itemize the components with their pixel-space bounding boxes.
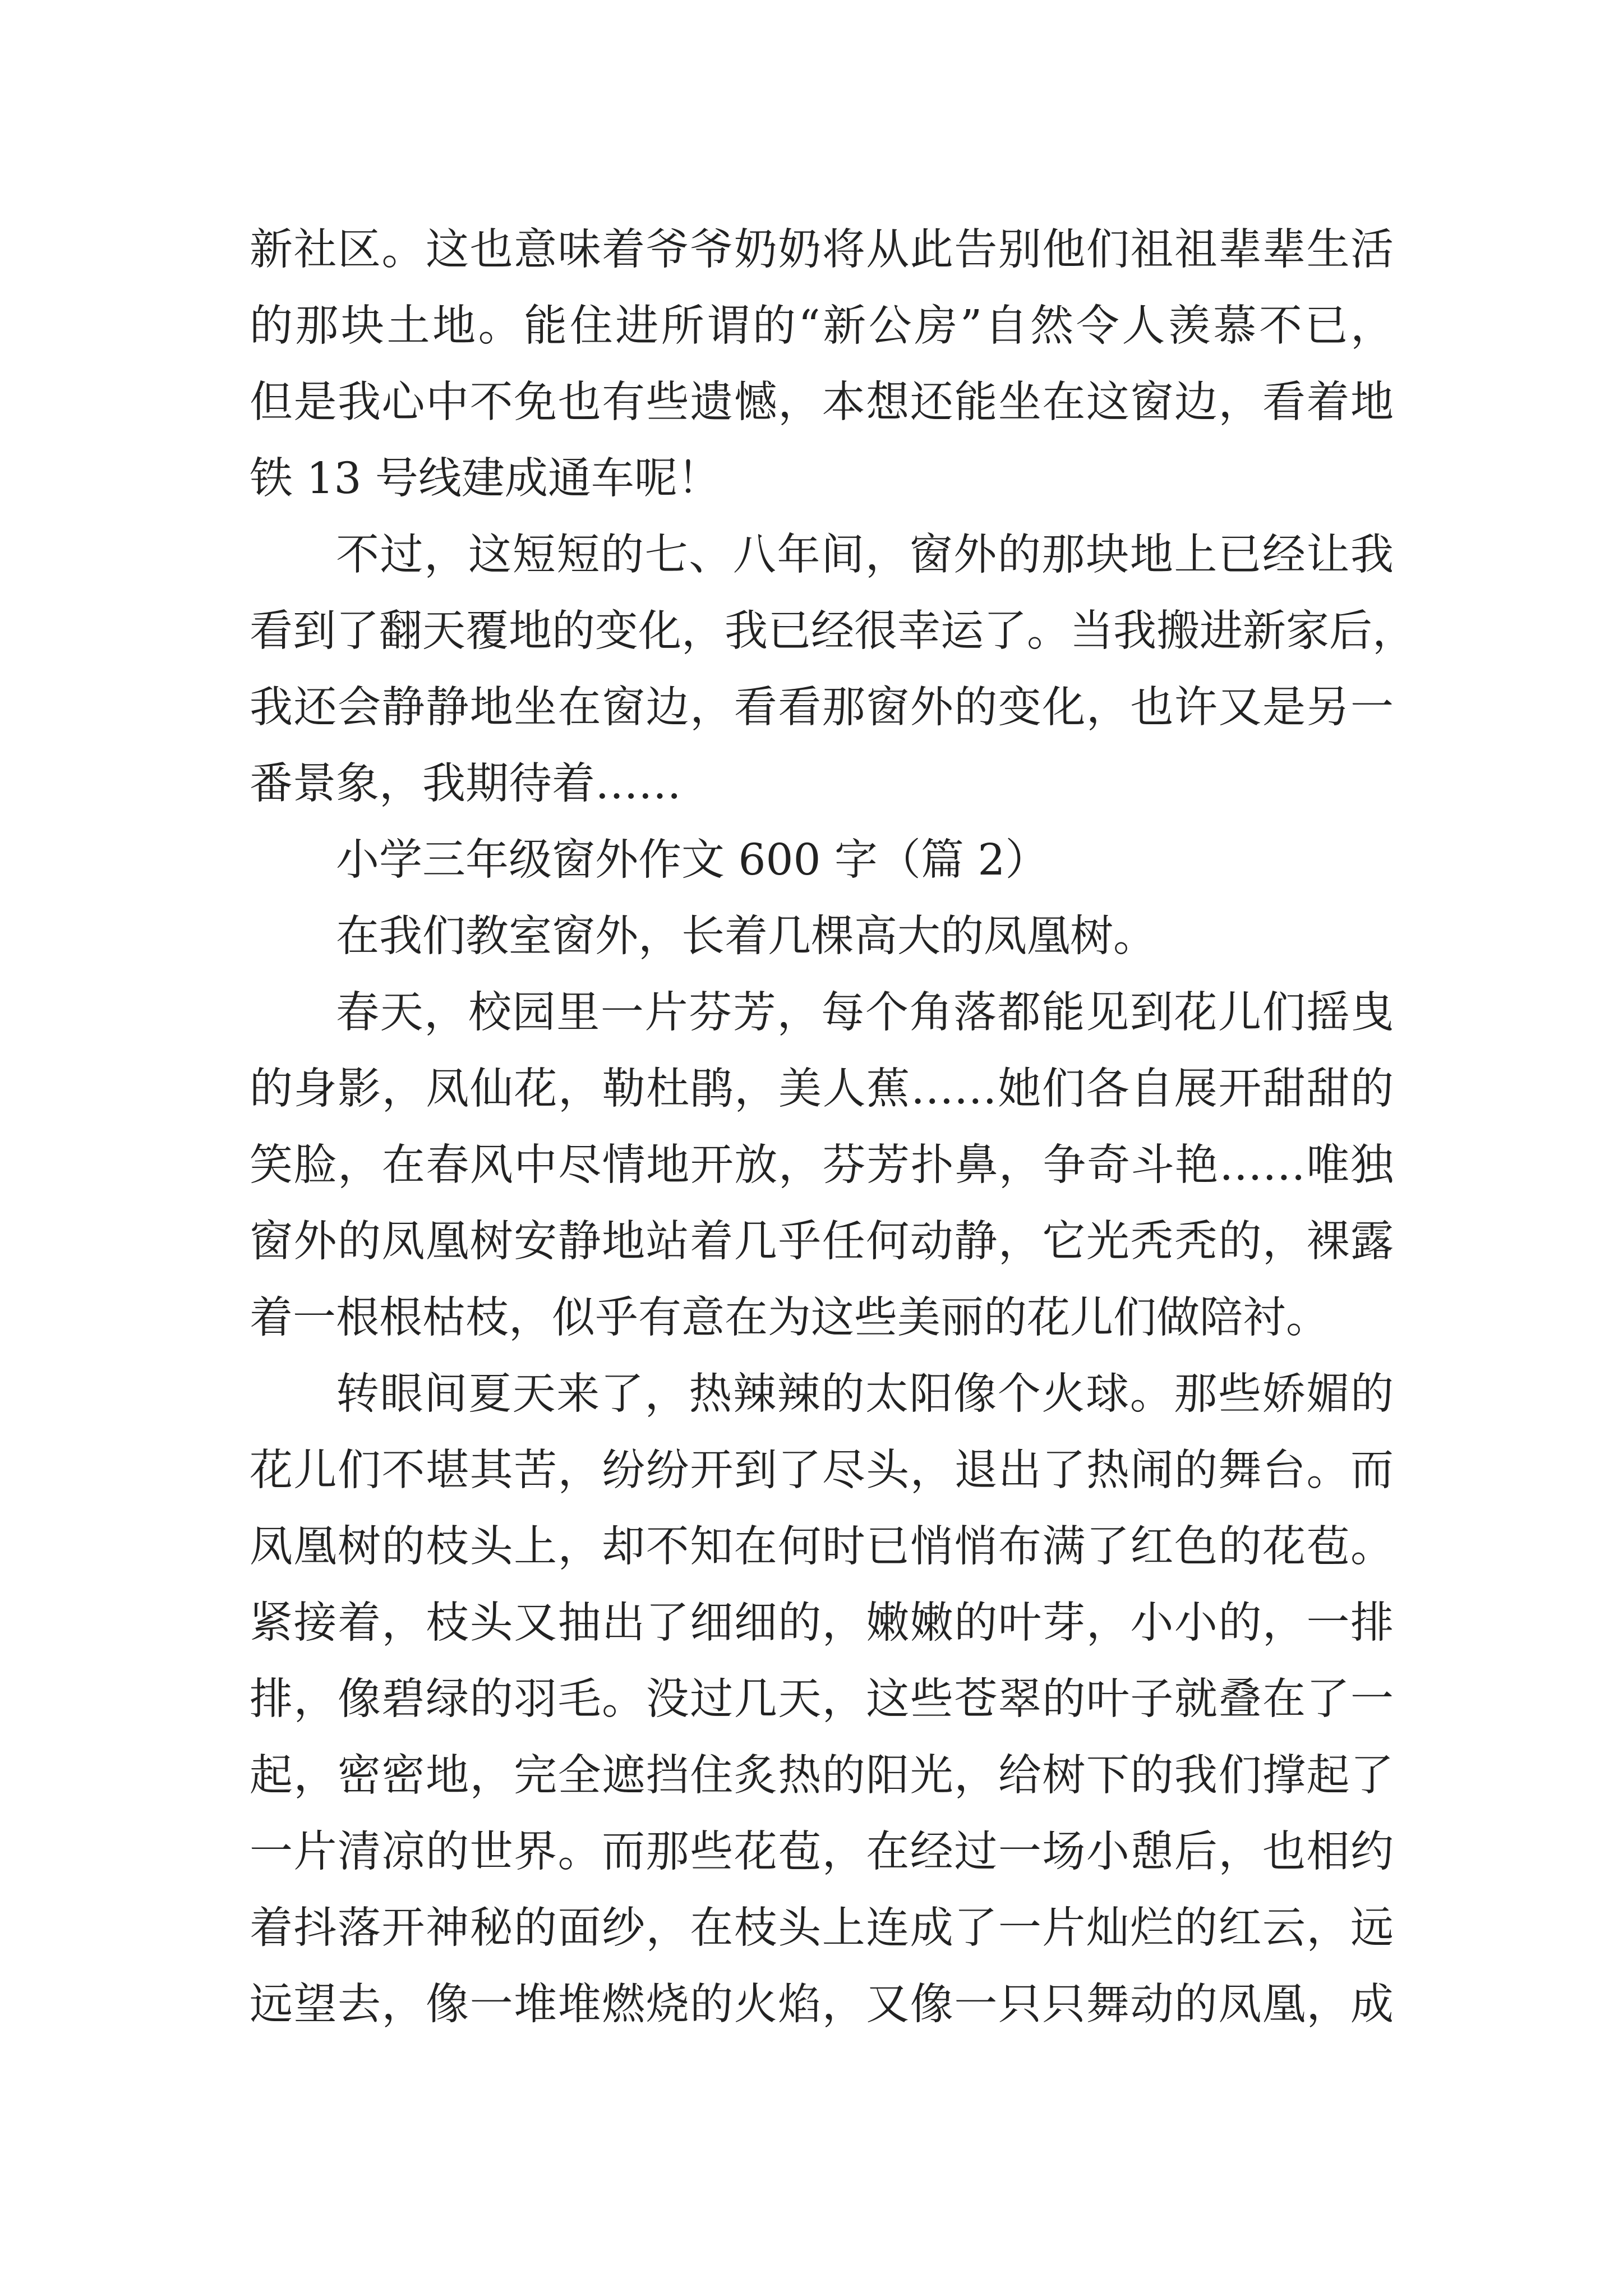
text-line: 我还会静静地坐在窗边，看看那窗外的变化，也许又是另一 xyxy=(250,683,1394,733)
text-line: 的身影，凤仙花，勒杜鹃，美人蕉……她们各自展开甜甜的 xyxy=(250,1064,1394,1114)
text-line: 的那块土地。能住进所谓的“新公房”自然令人羡慕不已， xyxy=(250,301,1394,351)
text-line: 笑脸，在春风中尽情地开放，芬芳扑鼻，争奇斗艳……唯独 xyxy=(250,1140,1394,1190)
text-line: 花儿们不堪其苦，纷纷开到了尽头，退出了热闹的舞台。而 xyxy=(250,1446,1394,1496)
text-line: 新社区。这也意味着爷爷奶奶将从此告别他们祖祖辈辈生活 xyxy=(250,225,1394,275)
text-line: 小学三年级窗外作文 600 字（篇 2） xyxy=(336,835,1049,885)
text-line: 一片清凉的世界。而那些花苞，在经过一场小憩后，也相约 xyxy=(250,1827,1394,1877)
text-line: 起，密密地，完全遮挡住炙热的阳光，给树下的我们撑起了 xyxy=(250,1751,1394,1801)
text-line: 但是我心中不免也有些遗憾，本想还能坐在这窗边，看着地 xyxy=(250,378,1394,427)
text-line: 转眼间夏天来了，热辣辣的太阳像个火球。那些娇媚的 xyxy=(336,1369,1394,1419)
text-line: 凤凰树的枝头上，却不知在何时已悄悄布满了红色的花苞。 xyxy=(250,1522,1394,1572)
text-line: 远望去，像一堆堆燃烧的火焰，又像一只只舞动的凤凰，成 xyxy=(250,1980,1394,2030)
text-line: 在我们教室窗外，长着几棵高大的凤凰树。 xyxy=(336,912,1156,961)
text-line: 看到了翻天覆地的变化，我已经很幸运了。当我搬进新家后， xyxy=(250,606,1415,656)
text-line: 番景象，我期待着…… xyxy=(250,759,681,809)
text-line: 紧接着，枝头又抽出了细细的，嫩嫩的叶芽，小小的，一排 xyxy=(250,1598,1394,1648)
text-line: 着一根根枯枝，似乎有意在为这些美丽的花儿们做陪衬。 xyxy=(250,1293,1329,1343)
text-line: 排，像碧绿的羽毛。没过几天，这些苍翠的叶子就叠在了一 xyxy=(250,1674,1394,1724)
text-line: 着抖落开神秘的面纱，在枝头上连成了一片灿烂的红云，远 xyxy=(250,1903,1394,1953)
text-line: 铁 13 号线建成通车呢！ xyxy=(250,454,721,504)
text-line: 春天，校园里一片芬芳，每个角落都能见到花儿们摇曳 xyxy=(336,988,1394,1038)
text-line: 不过，这短短的七、八年间，窗外的那块地上已经让我 xyxy=(336,530,1394,580)
text-line: 窗外的凤凰树安静地站着几乎任何动静，它光秃秃的，裸露 xyxy=(250,1217,1394,1267)
document-body-text xyxy=(250,212,1415,2043)
